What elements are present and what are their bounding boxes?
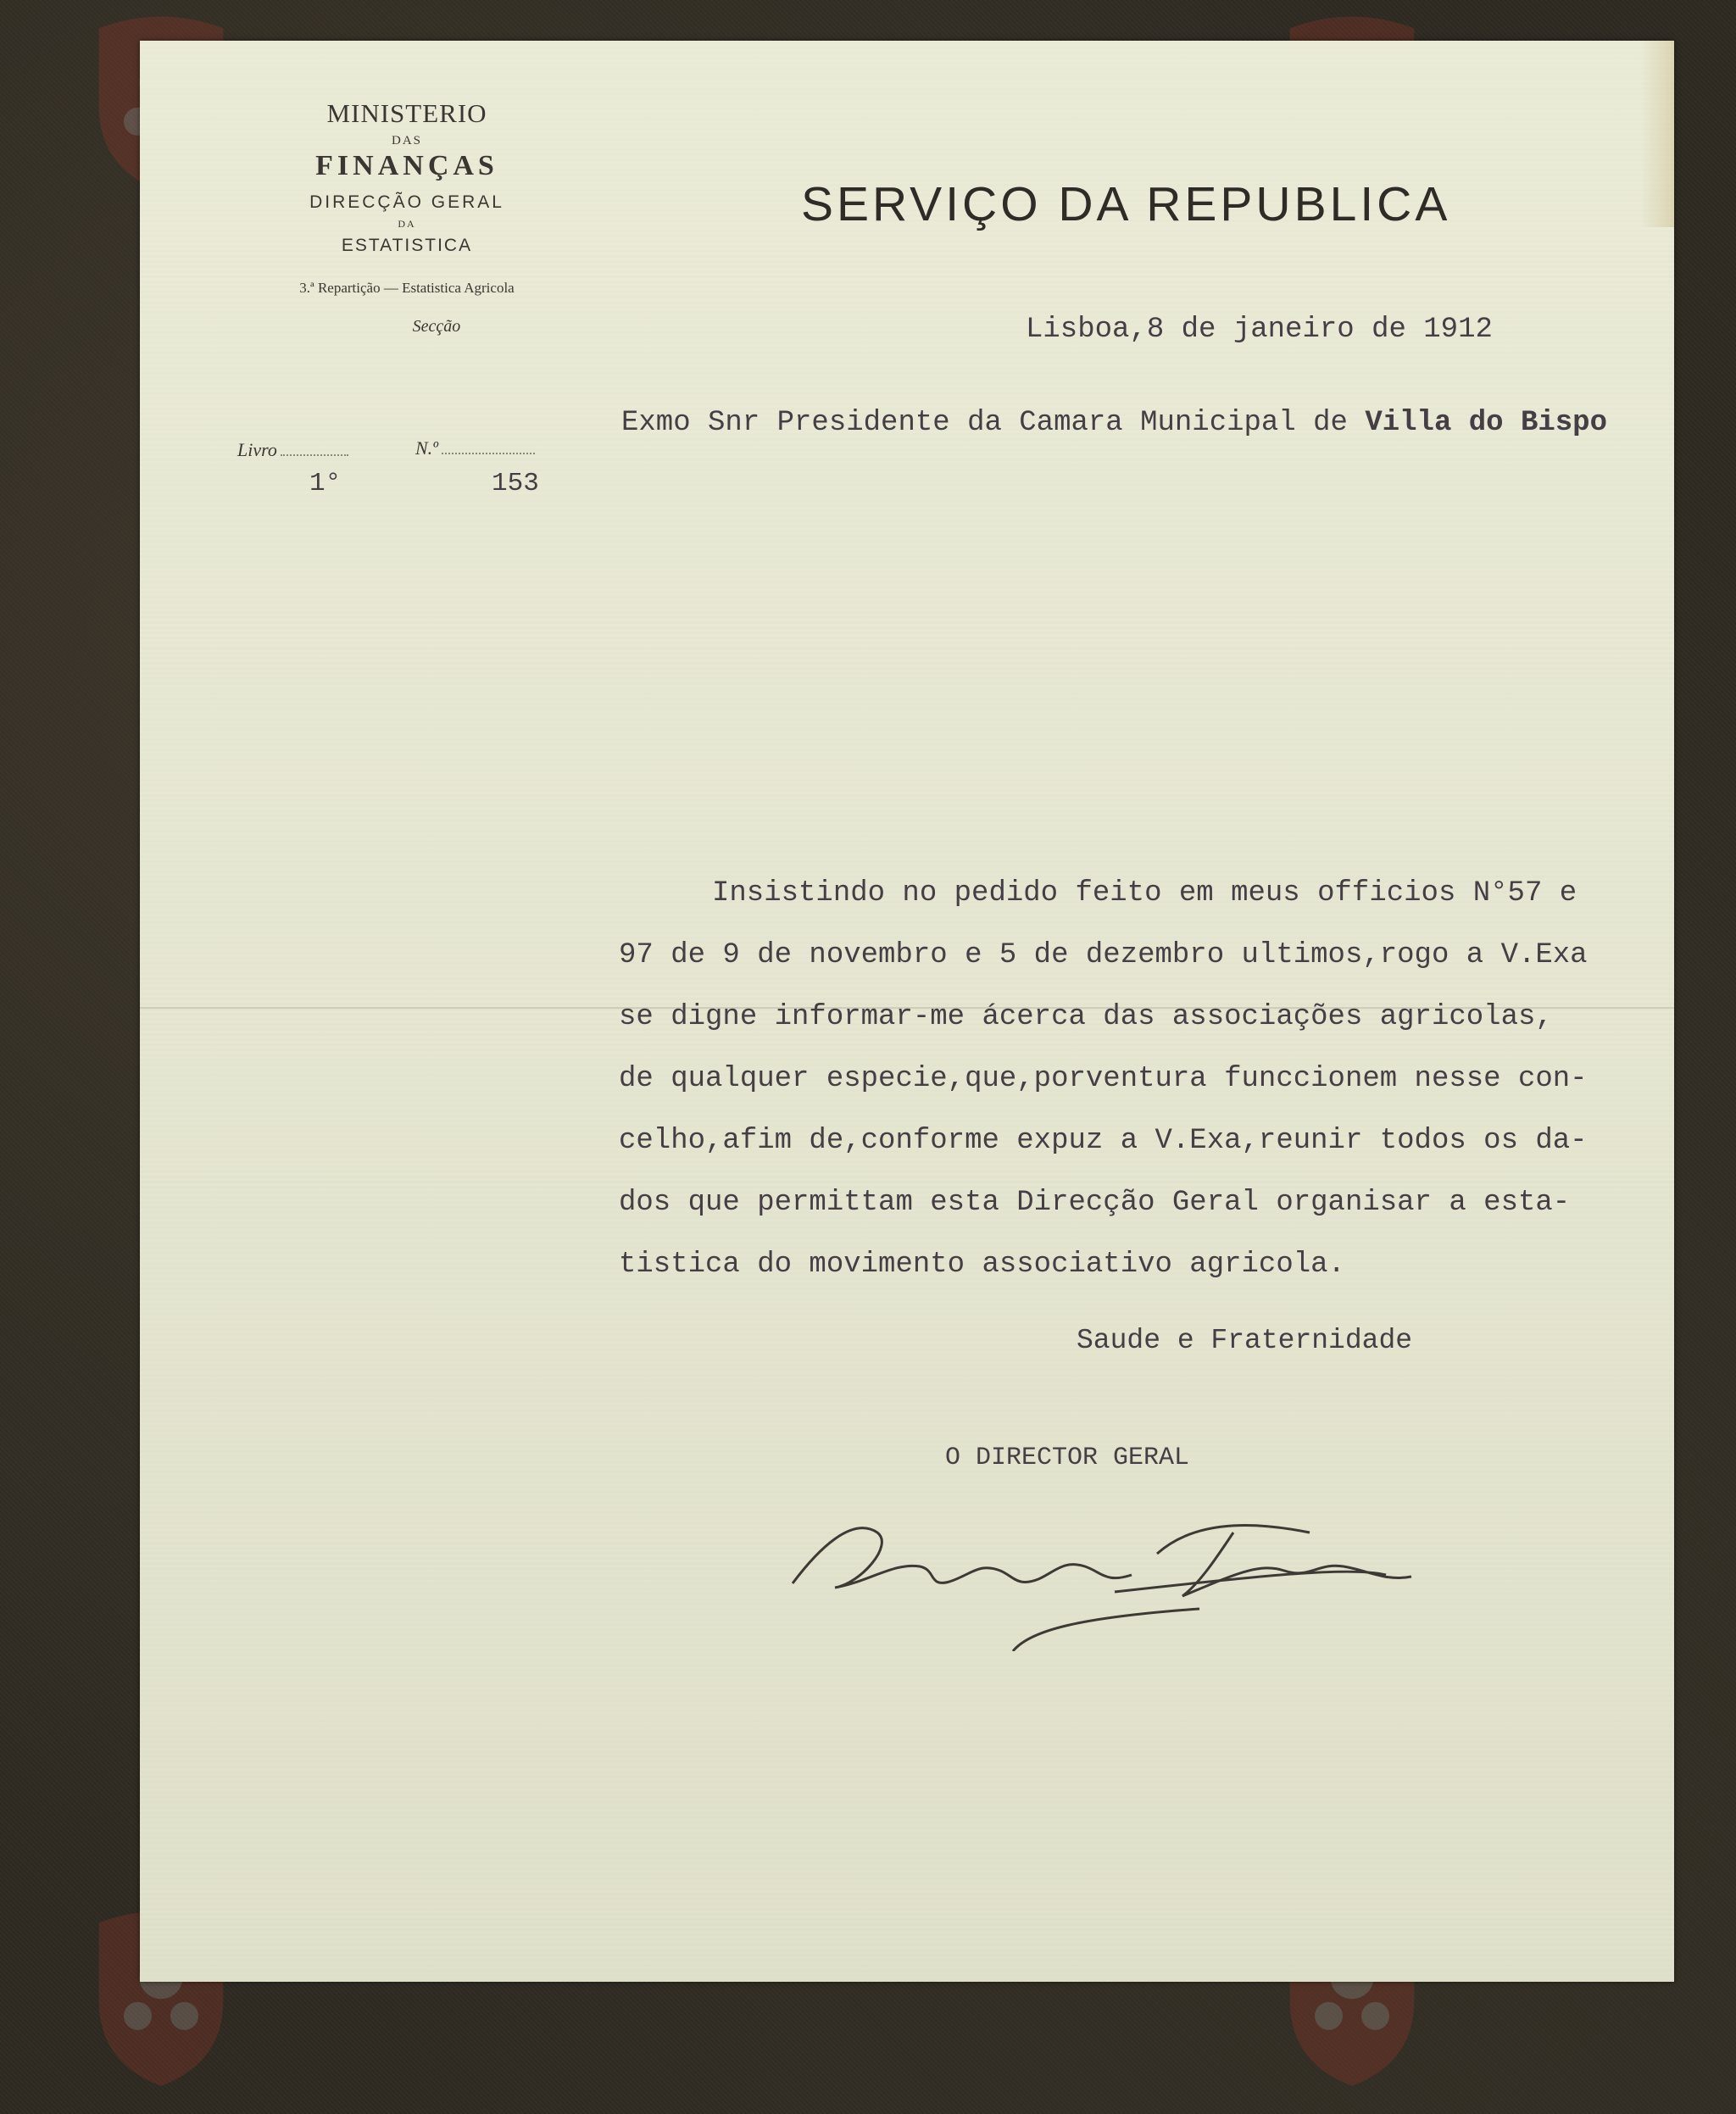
das-label: DAS [391,134,422,147]
document-page [140,41,1674,1982]
edge-stain [1640,41,1674,227]
body-line: se digne informar-me ácerca das associações agricolas, [619,1001,1553,1033]
numero-value: 153 [492,469,539,498]
numero-label: N.º [415,437,438,459]
body-line: dos que permittam esta Direcção Geral organisar a esta- [619,1187,1571,1219]
body-line: Insistindo no pedido feito em meus officios N°57 e [712,877,1577,910]
direccao-heading: DIRECÇÃO GERAL [309,192,504,212]
estatistica-heading: ESTATISTICA [341,236,473,255]
livro-field [237,439,348,461]
signature-icon [759,1482,1437,1651]
letter-body [619,863,1678,1296]
livro-value: 1° [309,469,342,498]
financas-heading: FINANÇAS [315,150,498,181]
addressee-prefix: Exmo Snr Presidente da Camara Municipal de [621,407,1366,439]
signatory-title: O DIRECTOR GERAL [945,1444,1190,1472]
service-title: SERVIÇO DA REPUBLICA [801,177,1451,231]
addressee-line [621,407,1607,439]
seccao-label: Secção [412,317,461,336]
livro-dots [281,454,348,456]
da-label: DA [398,218,416,230]
letterhead [259,98,555,337]
body-line: celho,afim de,conforme expuz a V.Exa,reunir todos os da- [619,1125,1588,1157]
numero-dots [442,453,535,454]
closing-line: Saude e Fraternidade [1077,1325,1413,1356]
body-line: tistica do movimento associativo agricola. [619,1249,1345,1281]
livro-label: Livro [237,439,277,460]
addressee-place: Villa do Bispo [1365,407,1607,439]
body-line: de qualquer especie,que,porventura funccionem nesse con- [619,1063,1588,1095]
body-line: 97 de 9 de novembro e 5 de dezembro ultimos,rogo a V.Exa [619,939,1588,971]
reparticao-line: 3.ª Repartição — Estatistica Agricola [299,280,515,296]
ministry-heading: MINISTERIO [326,98,487,128]
date-line: Lisboa,8 de janeiro de 1912 [1026,314,1493,346]
numero-field [415,437,535,459]
